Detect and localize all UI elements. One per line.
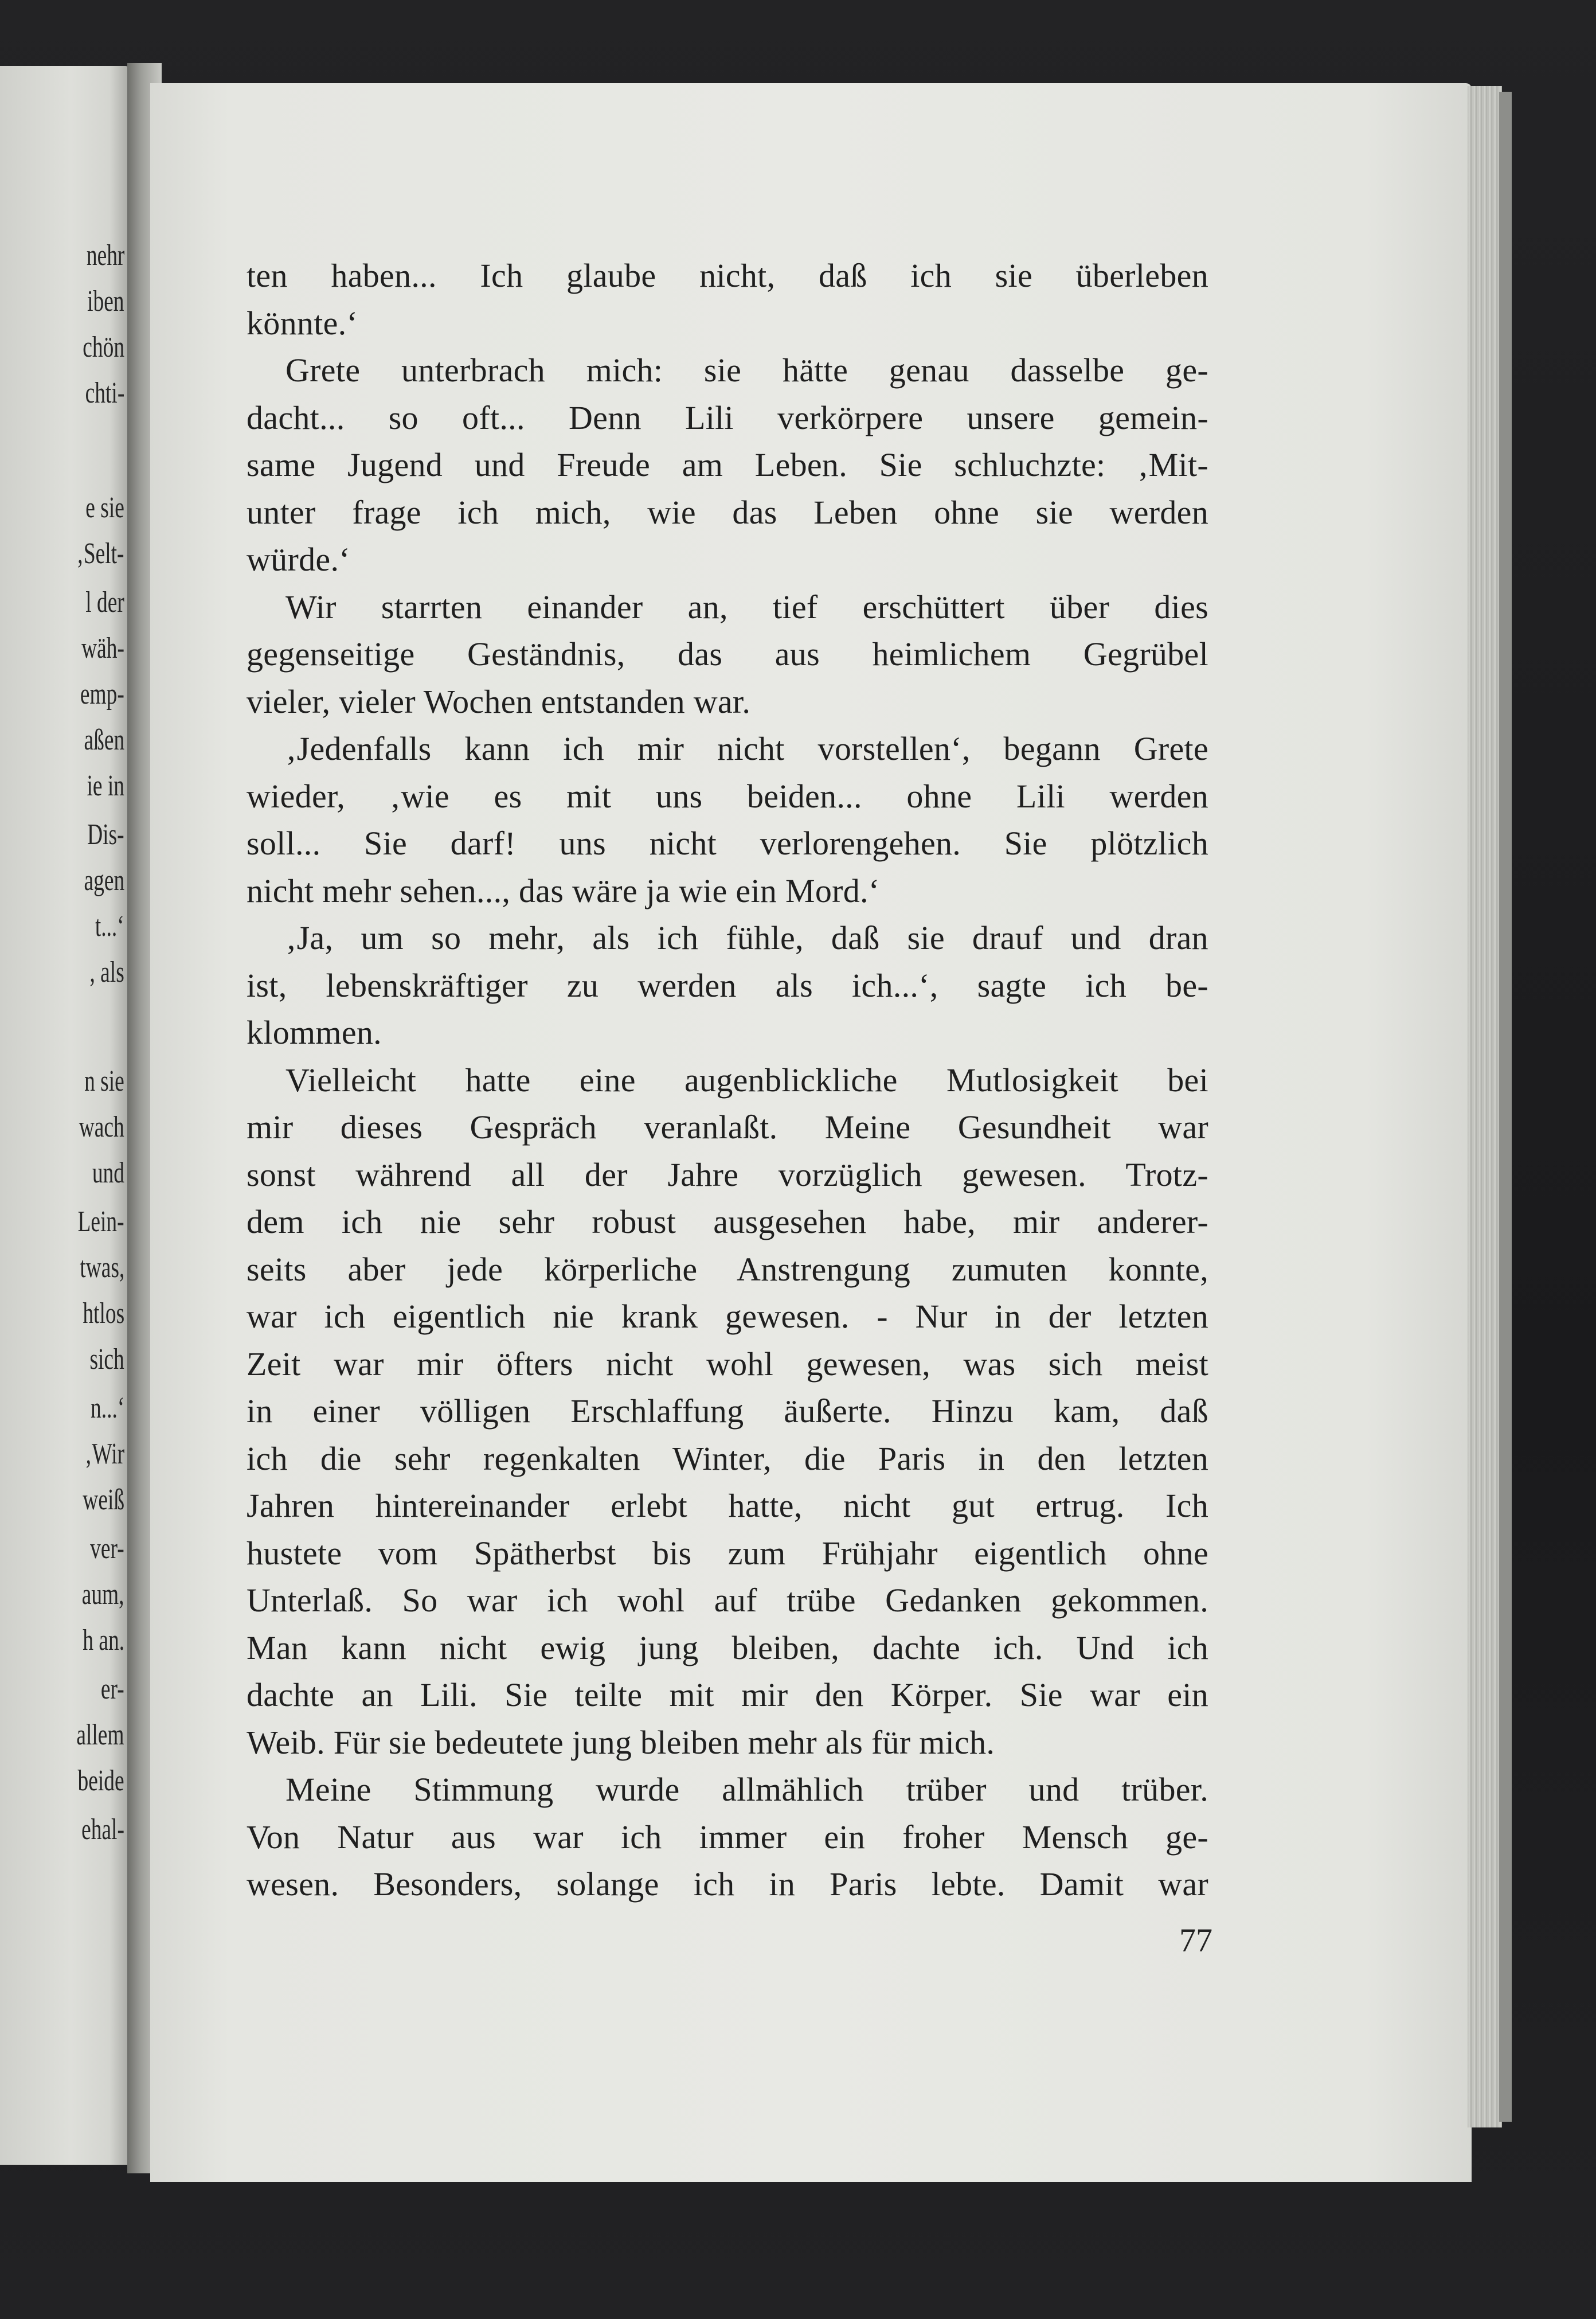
text-line: same Jugend und Freude am Leben. Sie schluchzte: ‚Mit-	[247, 446, 1208, 483]
book-cover-edge	[1499, 92, 1512, 2122]
text-line: ist, lebenskräftiger zu werden als ich...‘, sagte ich be-	[247, 966, 1208, 1004]
page-fore-edge	[1468, 86, 1502, 2127]
text-line: Vielleicht hatte eine augenblickliche Mutlosigkeit bei	[285, 1061, 1208, 1099]
left-page-fragment: aum,	[82, 1578, 124, 1611]
left-page-fragment: chön	[83, 331, 124, 364]
text-line: seits aber jede körperliche Anstrengung zumuten konnte,	[247, 1250, 1208, 1288]
text-line: Unterlaß. So war ich wohl auf trübe Gedanken gekommen.	[247, 1582, 1208, 1619]
text-line: dacht... so oft... Denn Lili verkörpere unsere gemein-	[247, 399, 1208, 436]
left-page-fragment: , als	[89, 956, 124, 989]
text-line: Man kann nicht ewig jung bleiben, dachte ich. Und ich	[247, 1629, 1208, 1666]
left-page-fragment: htlos	[83, 1297, 124, 1330]
text-line: hustete vom Spätherbst bis zum Frühjahr eigentlich ohne	[247, 1534, 1208, 1572]
text-line: dem ich nie sehr robust ausgesehen habe, mir anderer-	[247, 1203, 1208, 1240]
text-line: Von Natur aus war ich immer ein froher Mensch ge-	[247, 1818, 1208, 1856]
text-line: Wir starrten einander an, tief erschüttert über dies	[285, 588, 1208, 626]
text-line: mir dieses Gespräch veranlaßt. Meine Gesundheit war	[247, 1108, 1208, 1146]
left-page-fragment: sich	[89, 1343, 124, 1376]
text-line: wesen. Besonders, solange ich in Paris lebte. Damit war	[247, 1865, 1208, 1903]
left-page-fragment: e sie	[85, 491, 124, 524]
text-line: vieler, vieler Wochen entstanden war.	[247, 682, 751, 720]
left-page-fragment: ie in	[87, 770, 124, 802]
text-line: war ich eigentlich nie krank gewesen. - Nur in der letzten	[247, 1298, 1208, 1335]
body-text	[247, 252, 1208, 1908]
text-line: könnte.‘	[247, 304, 358, 342]
page-number: 77	[1179, 1922, 1212, 1959]
text-line: Weib. Für sie bedeutete jung bleiben mehr als für mich.	[247, 1723, 995, 1761]
text-line: ich die sehr regenkalten Winter, die Paris in den letzten	[247, 1439, 1208, 1477]
text-line: sonst während all der Jahre vorzüglich gewesen. Trotz-	[247, 1155, 1208, 1193]
left-page-fragment: ‚Wir	[84, 1438, 124, 1470]
left-page-fragment: agen	[84, 864, 124, 897]
left-page-fragment: aßen	[84, 724, 124, 756]
left-page-fragment: er-	[101, 1673, 124, 1705]
text-line: Meine Stimmung wurde allmählich trüber und trüber.	[285, 1771, 1208, 1808]
text-line: würde.‘	[247, 541, 350, 578]
left-page-fragment: ehal-	[81, 1813, 124, 1846]
text-line: Grete unterbrach mich: sie hätte genau dasselbe ge-	[285, 352, 1208, 389]
left-page-fragment: ‚Selt-	[76, 537, 124, 570]
left-page-fragment: chti-	[85, 377, 124, 409]
left-page-fragment: n sie	[84, 1065, 124, 1098]
left-page	[0, 66, 129, 2165]
text-line: klommen.	[247, 1014, 382, 1051]
text-line: ‚Jedenfalls kann ich mir nicht vorstellen‘, begann Grete	[285, 730, 1208, 767]
left-page-fragment: wach	[79, 1111, 124, 1143]
text-line: Jahren hintereinander erlebt hatte, nicht gut ertrug. Ich	[247, 1487, 1208, 1524]
left-page-fragment: und	[92, 1157, 124, 1189]
text-line: gegenseitige Geständnis, das aus heimlichem Gegrübel	[247, 635, 1208, 673]
left-page-fragment: Dis-	[87, 818, 124, 851]
left-page-fragment: weiß	[83, 1483, 124, 1516]
left-page-fragment: iben	[87, 285, 124, 318]
text-line: nicht mehr sehen..., das wäre ja wie ein Mord.‘	[247, 872, 880, 909]
left-page-fragment: n...‘	[90, 1392, 124, 1424]
left-page-fragment: twas,	[80, 1251, 124, 1284]
left-page-fragment: ver-	[90, 1532, 124, 1565]
text-line: in einer völligen Erschlaffung äußerte. Hinzu kam, daß	[247, 1392, 1208, 1430]
left-page-fragment: emp-	[80, 678, 124, 710]
text-line: wieder, ‚wie es mit uns beiden... ohne Lili werden	[247, 777, 1208, 815]
left-page-fragment: l der	[85, 586, 124, 619]
text-line: ‚Ja, um so mehr, als ich fühle, daß sie drauf und dran	[285, 919, 1208, 957]
text-line: Zeit war mir öfters nicht wohl gewesen, was sich meist	[247, 1345, 1208, 1383]
left-page-fragment: h an.	[83, 1624, 124, 1657]
text-line: unter frage ich mich, wie das Leben ohne sie werden	[247, 493, 1208, 531]
left-page-fragment: t...‘	[95, 910, 124, 943]
left-page-fragment: wäh-	[81, 632, 124, 665]
text-line: soll... Sie darf! uns nicht verlorengehen. Sie plötzlich	[247, 825, 1208, 862]
left-page-fragment: Lein-	[77, 1205, 124, 1238]
text-line: ten haben... Ich glaube nicht, daß ich sie überleben	[247, 257, 1208, 294]
left-page-fragment: beide	[77, 1764, 124, 1797]
left-page-fragment: allem	[76, 1719, 124, 1751]
text-line: dachte an Lili. Sie teilte mit mir den Körper. Sie war ein	[247, 1676, 1208, 1713]
left-page-fragment: nehr	[86, 239, 124, 272]
